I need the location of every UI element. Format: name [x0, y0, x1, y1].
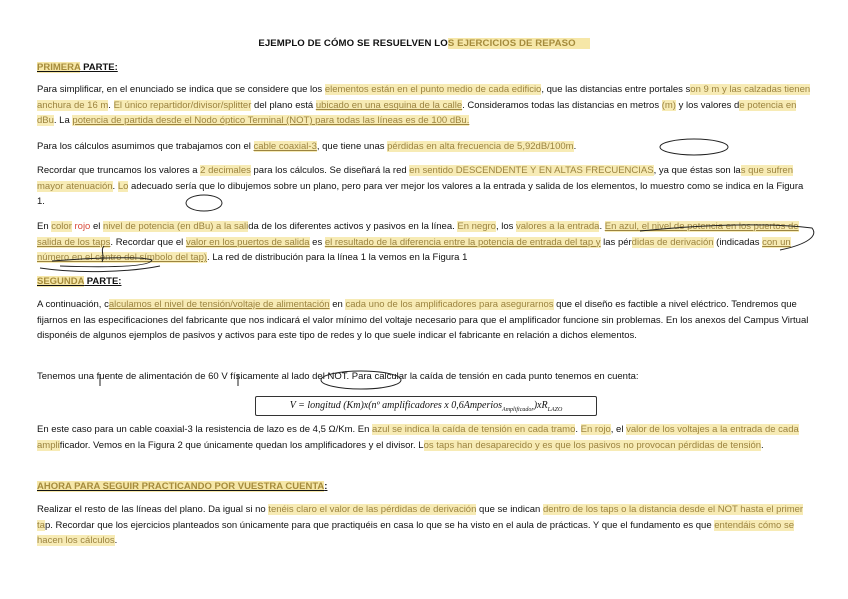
text-segment: En negro: [457, 221, 496, 232]
text-segment: SEGUNDA: [37, 276, 85, 287]
text-segment: entendáis cómo se hacen los cálculos: [37, 519, 794, 547]
text-segment: Realizar el resto de las líneas del plano. Da igual si no: [37, 504, 269, 515]
text-segment: , los: [495, 221, 517, 232]
text-segment: , que tiene unas: [316, 141, 388, 152]
text-segment: 2 decimales: [200, 165, 251, 176]
text-segment: (m): [661, 99, 676, 111]
text-segment: Para simplificar, en el enunciado se indica que se considere que los: [37, 84, 325, 95]
text-segment: , ya que éstas son la: [653, 165, 741, 176]
text-segment: En azul, el nivel de potencia en los puertos de salida de los taps: [37, 221, 799, 248]
text-segment: en sentido DESCENDENTE Y EN ALTAS FRECUENCIAS: [409, 165, 654, 176]
text-segment: rojo: [74, 221, 91, 232]
text-segment: . Consideramos todas las distancias en metros: [462, 99, 662, 111]
paragraph-power-source: [37, 369, 813, 385]
text-segment: .: [112, 180, 118, 192]
text-segment: En: [37, 221, 52, 232]
text-segment: El único repartidor/divisor/splitter: [113, 99, 252, 111]
text-segment: azul se indica la caída de tensión en cada tramo: [372, 424, 576, 435]
voltage-formula: [255, 396, 597, 416]
text-segment: A continuación, c: [37, 299, 109, 310]
paragraph-intro: [37, 82, 813, 129]
text-segment: para los cálculos. Se diseñará la red: [250, 165, 410, 176]
text-segment: pérdidas en alta frecuencia de 5,92dB/100m: [387, 141, 574, 152]
text-segment: ficador. Vemos en la Figura 2 que únicamente quedan los amplificadores y el divisor. L: [59, 439, 424, 451]
title-highlight: S EJERCICIOS DE REPASO: [448, 38, 590, 49]
text-segment: y los valores d: [675, 99, 740, 111]
document-title: [0, 38, 848, 49]
text-segment: el: [90, 221, 104, 232]
text-segment: Amplificador: [502, 407, 534, 413]
text-segment: con un número en el centro del símbolo del tap): [37, 236, 791, 264]
text-segment: e potencia en dBu: [37, 99, 797, 127]
text-segment: En rojo: [580, 424, 611, 435]
heading-primera-parte: [37, 60, 813, 76]
heading-segunda-parte: [37, 274, 813, 290]
heading-highlight: PRIMERA: [37, 62, 81, 73]
text-segment: dentro de los taps o la distancia desde el NOT hasta el primer ta: [37, 504, 804, 531]
text-segment: Tenemos una fuente de alimentación de 60 V físicamente al lado del NOT. Para calcular la caída de tensión en cada punto tenemos en cuenta:: [37, 371, 639, 382]
text-segment: cable coaxial-3: [253, 141, 317, 152]
text-segment: )xR: [533, 400, 548, 411]
text-segment: s que sufren mayor atenuación: [37, 165, 794, 192]
text-segment: valor de los voltajes a la entrada de cada ampli: [37, 424, 799, 451]
paragraph-colors: [37, 219, 813, 266]
text-segment: , el: [610, 424, 627, 435]
text-segment: LAZO: [547, 407, 563, 413]
heading-rest: PARTE:: [80, 62, 118, 73]
text-segment: AHORA PARA SEGUIR PRACTICANDO POR VUESTRA CUENTA: [37, 481, 325, 492]
text-segment: nivel de potencia (en dBu) a la sali: [103, 221, 249, 232]
text-segment: didas de derivación: [631, 236, 714, 248]
text-segment: Para los cálculos asumimos que trabajamos con el: [37, 141, 254, 152]
text-segment: elementos están en el punto medio de cada edificio: [324, 84, 542, 95]
text-segment: que se indican: [476, 504, 543, 515]
text-segment: Lo: [117, 180, 129, 192]
text-segment: .: [761, 439, 764, 451]
text-segment: del plano está: [251, 99, 316, 111]
text-segment: PARTE:: [84, 276, 122, 287]
text-segment: valores a la entrada: [516, 221, 600, 232]
text-segment: . Recordar que el: [110, 236, 186, 248]
heading-ahora-practicar: [37, 479, 813, 495]
paragraph-cable: [37, 139, 813, 155]
text-segment: cada uno de los amplificadores para asegurarnos: [345, 299, 554, 310]
text-segment: on 9 m y las calzadas tienen anchura de 16 m: [37, 84, 811, 111]
text-segment: .: [108, 99, 114, 111]
text-segment: (indicadas: [713, 236, 763, 248]
text-segment: . La red de distribución para la línea 1 la vemos en la Figura 1: [207, 252, 468, 264]
paragraph-resistance: [37, 422, 813, 453]
underline-annotation: [40, 266, 160, 272]
text-segment: En este caso para un cable coaxial-3 la resistencia de lazo es de 4,5 Ω/Km. En: [37, 424, 373, 435]
text-segment: .: [114, 535, 118, 547]
paragraph-decimals: [37, 163, 813, 210]
text-segment: el resultado de la diferencia entre la potencia de entrada del tap y: [324, 236, 601, 248]
text-segment: p. Recordar que los ejercicios planteados son únicamente para que practiquéis en casa lo que se ha visto en el aula de prácticas. Y que el fundamento es que: [44, 519, 715, 531]
text-segment: alculamos el nivel de tensión/voltaje de alimentación: [108, 299, 330, 310]
title-text: EJEMPLO DE CÓMO SE RESUELVEN LO: [258, 38, 448, 49]
text-segment: Recordar que truncamos los valores a: [37, 165, 201, 176]
text-segment: en: [329, 299, 346, 310]
text-segment: . La: [53, 115, 73, 127]
text-segment: :: [324, 481, 328, 492]
text-segment: las pér: [600, 236, 632, 248]
text-segment: ubicado en una esquina de la calle: [315, 99, 463, 111]
text-segment: .: [573, 141, 577, 152]
text-segment: potencia de partida desde el Nodo óptico Terminal (NOT) para todas las líneas es de 100 dBu.: [72, 115, 470, 127]
text-segment: V = longitud (Km)x(nº amplificadores x 0,6Amperios: [289, 400, 503, 411]
text-segment: .: [575, 424, 581, 435]
text-segment: valor en los puertos de salida: [185, 236, 310, 248]
text-segment: os taps han desaparecido y es que los pasivos no provocan pérdidas de tensión: [423, 439, 762, 451]
text-segment: adecuado sería que lo dibujemos sobre un plano, pero para ver mejor los valores a la entrada y salida de los elementos, lo muestro como se indica en la Figura 1.: [37, 180, 804, 208]
text-segment: da de los diferentes activos y pasivos en la línea.: [248, 221, 458, 232]
text-segment: , que las distancias entre portales s: [541, 84, 691, 95]
paragraph-voltage: [37, 297, 813, 344]
paragraph-practice: [37, 502, 813, 549]
text-segment: que el diseño es factible a nivel eléctrico. Tendremos que fijarnos en las especificaciones del fabricante que nos indicará el valor mínimo del voltaje necesario para que el amplificador funcione sin problemas. En los anexos del Campus Virtual disponéis de algunos ejemplos de pasivos y activos para este tipo de redes y lo que suele indicar el fabricante en relación a dichos elementos.: [37, 299, 809, 342]
text-segment: tenéis claro el valor de las pérdidas de derivación: [268, 504, 477, 515]
text-segment: color: [51, 221, 72, 232]
text-segment: es: [309, 236, 325, 248]
text-segment: .: [599, 221, 605, 232]
